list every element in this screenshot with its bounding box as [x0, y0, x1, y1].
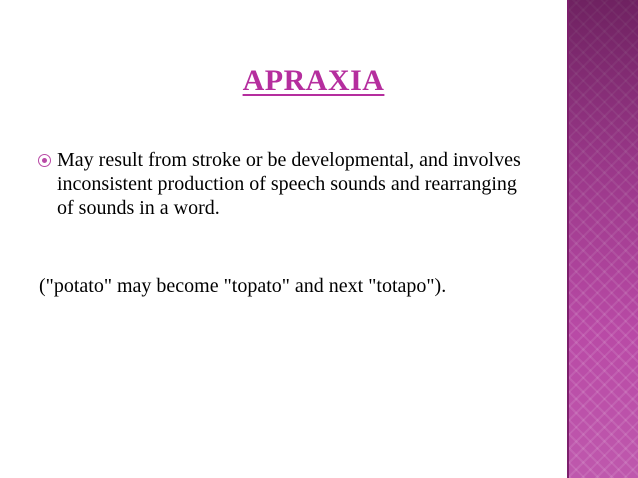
bullet-text: May result from stroke or be developmental, and involves inconsistent production of speech sounds and rearranging of sounds in a word.	[57, 149, 521, 219]
slide-title	[0, 64, 567, 98]
decorative-side-band	[567, 0, 638, 478]
slide-title-text: APRAXIA	[242, 64, 385, 97]
bullet-item	[38, 148, 538, 220]
example-text: ("potato" may become "topato" and next "totapo").	[39, 275, 447, 297]
circle-bullet-icon	[38, 154, 51, 167]
